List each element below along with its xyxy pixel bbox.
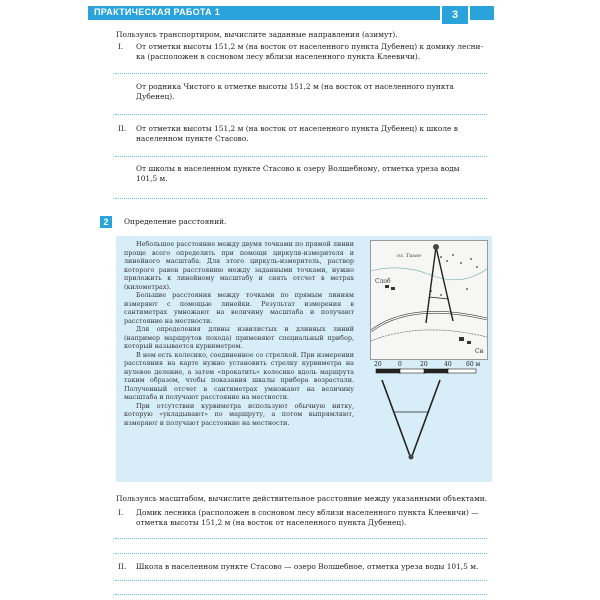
scale-tick: 20	[374, 361, 382, 368]
task2-item2-num: II.	[118, 562, 127, 571]
task1-item1b-line1: От родника Чистого к отметке высоты 151,2 м (на восток от населенного пункта	[136, 82, 454, 91]
task2-item1-line2: отметка высоты 151,2 м (на восток от населенного пункта Дубенец).	[136, 518, 407, 527]
header-title: ПРАКТИЧЕСКАЯ РАБОТА 1	[94, 7, 221, 17]
info-paragraph: В нем есть колесико, соединенное со стрелкой. При измерении расстояния на карте нужно установить стрелку курвиметра на нулевое деление, а затем «прокатить» колесико вдоль маршрута таким образом, чтобы показания шкалы прибора возрастали. Полученный отсчет в сантиметрах умножают на величину масштаба и получают расстояние на местности.	[124, 350, 354, 401]
task1-intro: Пользуясь транспортиром, вычислите заданные направления (азимут).	[116, 30, 398, 39]
info-paragraph: Большие расстояния между точками по прямым линиям измеряют с помощью линейки. Результат измерения в сантиметрах умножают на величину масштаба и получают расстояние на местности.	[124, 291, 354, 325]
info-paragraph: При отсутствии курвиметра используют обычную нитку, которую «укладывают» по маршруту, а потом выпрямляют, измеряют и получают расстояние на местности.	[124, 401, 354, 427]
scale-tick: 60 м	[466, 361, 481, 368]
scale-and-dividers	[370, 358, 490, 468]
info-text	[124, 240, 354, 427]
section-number: 2	[100, 216, 112, 228]
map-label: Слоб	[375, 278, 391, 285]
task1-item2b-line2: 101,5 м.	[136, 174, 168, 183]
answer-line[interactable]	[115, 580, 487, 581]
scale-tick: 40	[444, 361, 452, 368]
answer-line[interactable]	[115, 156, 487, 157]
info-paragraph: Небольшое расстояние между двумя точками по прямой линии проще всего определить при помощи циркуля-измерителя и линейного масштаба. Для этого циркуль-измеритель, раствор которого равен расстоянию между заданными точками, нужно приложить к линейному масштабу и снять отсчет в метрах (километрах).	[124, 240, 354, 291]
task2-item1-num: I.	[118, 508, 124, 517]
topographic-map	[370, 240, 488, 360]
task1-item2b-line1: От школы в населенном пункте Стасово к озеру Волшебному, отметка уреза воды	[136, 164, 460, 173]
info-paragraph: Для определения длины извилистых и длинных линий (например маршрутов похода) применяют специальный прибор, который называется курвиметром.	[124, 325, 354, 350]
task1-item2-line1: От отметки высоты 151,2 м (на восток от населенного пункта Дубенец) к школе в	[136, 124, 458, 133]
scale-tick: 0	[398, 361, 402, 368]
task1-item1-line2: ка (расположен в сосновом лесу вблизи населенного пункта Клеевичи).	[136, 52, 421, 61]
map-label: Сн	[475, 348, 484, 355]
answer-line[interactable]	[115, 73, 487, 74]
scale-tick: 20	[420, 361, 428, 368]
answer-line[interactable]	[115, 198, 487, 199]
header-bar	[88, 6, 494, 20]
answer-line[interactable]	[115, 553, 487, 554]
task1-item1-num: I.	[118, 42, 124, 51]
section-title: Определение расстояний.	[124, 217, 227, 226]
task1-item2-line2: населенном пункте Стасово.	[136, 134, 249, 143]
task2-item1-line1: Домик лесника (расположен в сосновом лесу вблизи населенного пункта Клеевичи) —	[136, 508, 479, 517]
map-label: оз. Тихое	[397, 253, 422, 259]
task2-intro: Пользуясь масштабом, вычислите действительное расстояние между указанными объектами.	[116, 494, 488, 503]
answer-line[interactable]	[115, 594, 487, 595]
answer-line[interactable]	[115, 538, 487, 539]
task1-item1-line1: От отметки высоты 151,2 м (на восток от населенного пункта Дубенец) к домику лесни-	[136, 42, 483, 51]
task1-item1b-line2: Дубенец).	[136, 92, 175, 101]
task1-item2-num: II.	[118, 124, 127, 133]
map-drawing	[371, 241, 487, 359]
task2-item2-line1: Школа в населенном пункте Стасово — озеро Волшебное, отметка уреза воды 101,5 м.	[136, 562, 479, 571]
answer-line[interactable]	[115, 114, 487, 115]
page-number: 3	[440, 4, 470, 26]
